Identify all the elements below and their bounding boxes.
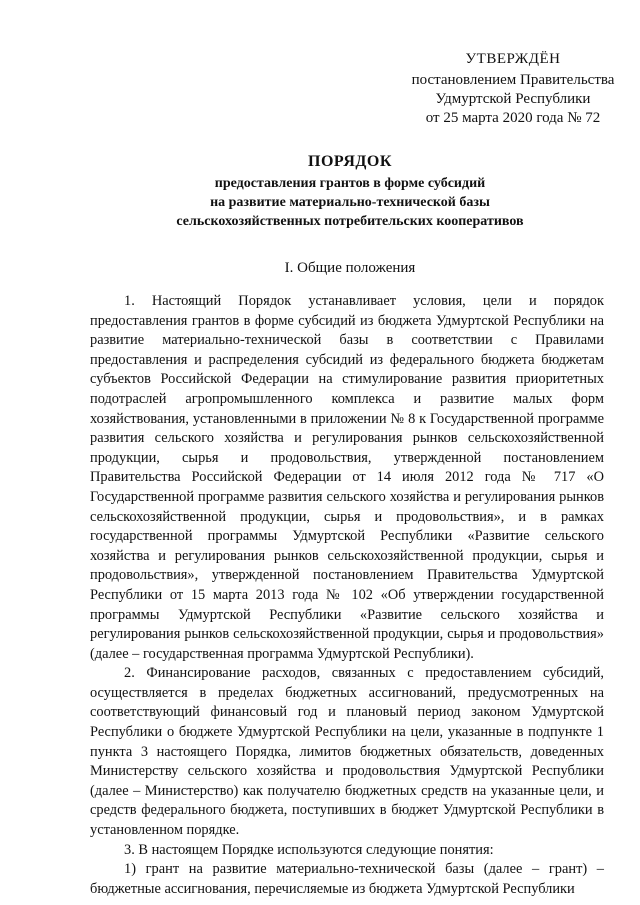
paragraph-1: 1. Настоящий Порядок устанавливает условия, цели и порядок предоставления грантов в форме субсидий из бюджета Удмуртской Республики на развитие материально-технической базы в соответствии с Правилами предоставления и распределения субсидий из федерального бюджета бюджетам субъектов Российской Федерации на стимулирование развития приоритетных подотраслей агропромышленного комплекса и развитие малых форм хозяйствования, установленными в приложении № 8 к Государственной программе развития сельского хозяйства и регулирования рынков сельскохозяйственной продукции, сырья и продовольствия, утвержденной постановлением Правительства Российской Федерации от 14 июля 2012 года № 717 «О Государственной программе развития сельского хозяйства и регулирования рынков сельскохозяйственной продукции, сырья и продовольствия», и в рамках государственной программы Удмуртской Республики «Развитие сельского хозяйства и регулирования рынков сельскохозяйственной продукции, сырья и продовольствия», утвержденной постановлением Правительства Удмуртской Республики от 15 марта 2013 года № 102 «Об утверждении государственной программы Удмуртской Республики «Развитие сельского хозяйства и регулирования рынков сельскохозяйственной продукции, сырья и продовольствия» (далее – государственная программа Удмуртской Республики). [90,293,604,662]
approval-title: УТВЕРЖДЁН [465,51,561,67]
section-heading: I. Общие положения [284,260,416,276]
approval-line-3: от 25 марта 2020 года № 72 [425,110,601,126]
document-title-line-2: на развитие материально-технической базы [210,195,490,210]
document-body [90,292,604,899]
paragraph-3: 3. В настоящем Порядке используются следующие понятия: [124,841,494,858]
paragraph-4: 1) грант на развитие материально-технической базы (далее – грант) – бюджетные ассигнования, перечисляемые из бюджета Удмуртской Республики [90,861,604,897]
document-title-line-1: предоставления грантов в форме субсидий [214,176,486,191]
approval-stamp [398,50,628,128]
approval-line-1: постановлением Правительства [411,72,615,88]
document-title-main: ПОРЯДОК [308,153,392,170]
document-title [60,152,640,231]
document-title-line-3: сельскохозяйственных потребительских кооперативов [176,214,524,229]
approval-line-2: Удмуртской Республики [435,91,591,107]
paragraph-2: 2. Финансирование расходов, связанных с предоставлением субсидий, осуществляется в пределах бюджетных ассигнований, предусмотренных на соответствующий финансовый год и плановый период законом Удмуртской Республики о бюджете Удмуртской Республики на цели, указанные в подпункте 1 пункта 3 настоящего Порядка, лимитов бюджетных обязательств, доведенных Министерству сельского хозяйства и продовольствия Удмуртской Республики (далее – Министерство) как получателю бюджетных средств на указанные цели, и средств федерального бюджета, поступивших в бюджет Удмуртской Республики в установленном порядке. [90,665,604,839]
